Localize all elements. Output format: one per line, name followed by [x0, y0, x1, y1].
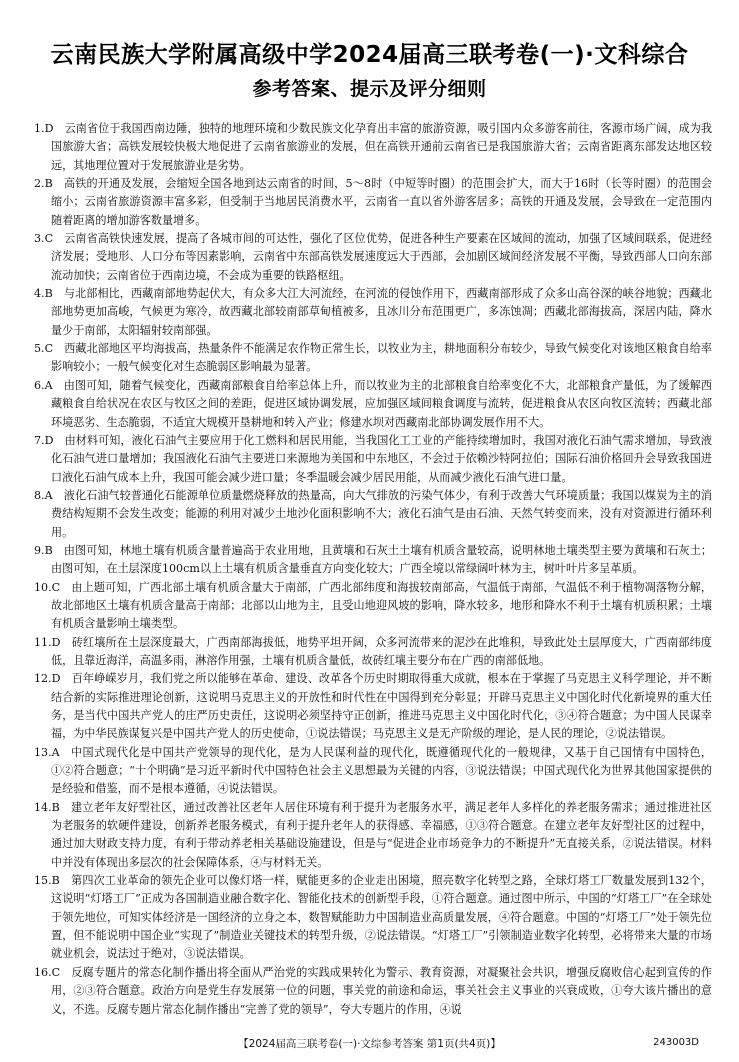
answer-explanation: 西藏北部地区平均海拔高，热量条件不能满足农作物正常生长，以牧业为主，耕地面积分布较少，导致气候变化对该地区粮食自给率影响较小；一般气候变化对生态脆弱区影响最为显著。 [51, 342, 712, 374]
answer-item [34, 579, 712, 634]
answer-explanation: 由图可知，随着气候变化，西藏南部粮食自给率总体上升，而以牧业为主的北部粮食自给率变化不大，北部粮食产量低，为了缓解西藏粮食自给状况在农区与牧区之间的差距，促进区域协调发展，应加强区域间粮食调度与流转，促进粮食从农区向牧区流转；西藏北部环境恶劣、生态脆弱，不适宜大规模开垦耕地和转入产业；修建水坝对西藏南北部协调发展作用不大。 [51, 378, 712, 429]
answer-number: 6.A [34, 378, 53, 392]
answer-item [34, 799, 712, 872]
answer-explanation: 与北部相比，西藏南部地势起伏大，有众多大江大河流经，在河流的侵蚀作用下，西藏南部形成了众多山高谷深的峡谷地貌；西藏北部地势更加高峻，气候更为寒冷，故西藏北部较南部草甸植被多，且冰川分布范围更广，多冻蚀凋；西藏北部海拔高，深居内陆，降水量少于南部，太阳辐射较南部强。 [51, 287, 712, 337]
answer-number: 3.C [34, 232, 54, 246]
answer-explanation: 砖红壤所在土层深度最大，广西南部海拔低，地势平坦开阔，众多河流带来的泥沙在此堆积，导致此处土层厚度大，广西南部纬度低，且靠近海洋，高温多雨，淋溶作用强，土壤有机质含量低，故砖红壤主要分布在广西的南部低地。 [51, 635, 712, 667]
answer-item [34, 872, 712, 964]
footer-page-info: 【2024届高三联考卷(一)·文综参考答案 第1页(共4页)】 [238, 1038, 501, 1050]
answer-number: 15.B [34, 874, 60, 888]
answer-explanation: 建立老年友好型社区，通过改善社区老年人居住环境有利于提升为老服务水平，满足老年人多样化的养老服务需求；通过推进社区为老服务的软硬件建设，创新养老服务模式，有利于提升老年人的获得感、幸福感，①③符合题意。在建立老年友好型社区的过程中，通过加大财政支持力度，有利于带动养老相关基础设施建设，但是与“促进企业市场竞争力的不断提升”无直接关系，②说法错误。材料中并没有体现出多层次的社会保障体系，④与材料无关。 [51, 800, 712, 869]
answer-item [34, 432, 712, 487]
answer-number: 4.B [34, 287, 53, 301]
answer-item [34, 285, 712, 340]
answer-explanation: 液化石油气较普通化石能源单位质量燃烧释放的热量高，向大气排放的污染气体少，有利于改善大气环境质量；我国以煤炭为主的消费结构短期不会发生改变；能源的利用对减少土地沙化面积影响不大；液化石油气是由石油、天然气转变而来，没有对资源进行循环利用。 [51, 488, 712, 539]
answer-number: 8.A [34, 488, 53, 502]
answer-explanation: 中国式现代化是中国共产党领导的现代化，是为人民谋利益的现代化，既遵循现代化的一般规律，又基于自己国情有中国特色，①②符合题意；“十个明确”是习近平新时代中国特色社会主义思想最为关键的内容，③说法错误；中国式现代化为世界其他国家提供的是经验和借鉴，而不是根本遵循，④说法错误。 [51, 745, 712, 796]
footer-doc-code: 243003D [653, 1037, 699, 1048]
answer-item [34, 542, 712, 579]
answer-item [34, 634, 712, 671]
answer-number: 12.D [34, 672, 61, 686]
answer-explanation: 云南省高铁快速发展，提高了各城市间的可达性，强化了区位优势，促进各种生产要素在区域间的流动，加强了区域间联系，促进经济发展；受地形、人口分布等因素影响，云南省中东部高铁发展速度远大于西部，会加剧区域间经济发展不平衡，导致西部人口向东部流动加快；云南省位于西南边境，不会成为重要的铁路枢纽。 [51, 232, 712, 282]
answer-explanation: 由材料可知，液化石油气主要应用于化工燃料和居民用能，当我国化工工业的产能持续增加时，我国对液化石油气需求增加，导致液化石油气进口量增加；我国液化石油气主要进口来源地为美国和中东地区，不会过于依赖沙特阿拉伯；国际石油价格回升会导致我国进口液化石油气成本上升，我国可能会减少进口量；冬季温暖会减少居民用能，从而减少液化石油气进口量。 [51, 433, 712, 484]
answer-number: 11.D [34, 635, 61, 649]
answer-number: 2.B [34, 177, 53, 191]
answer-list [34, 120, 712, 1019]
answer-number: 10.C [34, 580, 61, 594]
answer-number: 1.D [34, 122, 54, 135]
answer-item [34, 377, 712, 432]
answer-item [34, 230, 712, 285]
answer-item [34, 175, 712, 230]
answer-item [34, 670, 712, 743]
answer-item [34, 120, 712, 175]
answer-number: 9.B [34, 543, 53, 557]
answer-explanation: 百年峥嵘岁月，我们党之所以能够在革命、建设、改革各个历史时期取得重大成就，根本在于掌握了马克思主义科学理论，并不断结合新的实际推进理论创新，这说明马克思主义的开放性和时代性在中国得到充分彰显；开辟马克思主义中国化时代化新境界的重大任务，是当代中国共产党人的庄严历史责任，这说明必须坚持守正创新，推进马克思主义中国化时代化，③④符合题意；为中国人民谋幸福，为中华民族谋复兴是中国共产党人的历史使命，①说法错误；马克思主义是无产阶级的理论，是人民的理论，②说法错误。 [51, 672, 712, 741]
answer-item [34, 744, 712, 799]
answer-explanation: 云南省位于我国西南边陲，独特的地理环境和少数民族文化孕育出丰富的旅游资源，吸引国内众多游客前往，客源市场广阔，成为我国旅游大省；高铁发展较快极大地促进了云南省旅游业的发展，但在高铁开通前云南省已是我国旅游大省；云南省距离东部发达地区较远，其地理位置对于发展旅游业是劣势。 [51, 122, 712, 172]
answer-item [34, 487, 712, 542]
answer-number: 7.D [34, 433, 54, 447]
answer-number: 5.C [34, 342, 54, 356]
answer-explanation: 反腐专题片的常态化制作播出将全面从严治党的实践成果转化为警示、教育资源，对凝聚社会共识，增强反腐败信心起到宣传的作用，②③符合题意。政治方向是党生存发展第一位的问题，事关党的前途和命运，事关社会主义事业的兴衰成败，①夸大该片播出的意义，不选。反腐专题片常态化制作播出“完善了党的领导”，夸大专题片的作用，④说 [51, 965, 712, 1016]
answer-explanation: 由图可知，林地土壤有机质含量普遍高于农业用地，且黄壤和石灰土土壤有机质含量较高，说明林地土壤类型主要为黄壤和石灰土；由图可知，在土层深度100cm以上土壤有机质含量垂直方向变化较大；广西全境以常绿阔叶林为主，树叶叶片多呈革质。 [51, 543, 712, 576]
answer-explanation: 第四次工业革命的领先企业可以像灯塔一样，赋能更多的企业走出困境，照亮数字化转型之路，全球灯塔工厂数量发展到132个，这说明“灯塔工厂”正成为各国制造业融合数字化、智能化技术的创新型手段，①符合题意。通过图中所示，中国的“灯塔工厂”在全球处于领先地位，可知实体经济是一国经济的立身之本，数智赋能助力中国制造业高质量发展，④符合题意。中国的“灯塔工厂”处于领先位置，但不能说明中国企业“实现了”制造业关键技术的转型升级，②说法错误。“灯塔工厂”引领制造业数字化转型，必将带来大量的市场就业机会，说法过于绝对，③说法错误。 [51, 874, 712, 961]
answer-number: 14.B [34, 800, 60, 814]
answer-explanation: 高铁的开通及发展，会缩短全国各地到达云南省的时间，5～8时（中短等时圈）的范围会扩大，而大于16时（长等时圈）的范围会缩小；云南省旅游资源丰富多彩，但受制于当地居民消费水平，云南省一直以省外游客居多；高铁的开通及发展，会导致在一定范围内随着距离的增加游客数量增多。 [51, 177, 712, 227]
page-subtitle: 参考答案、提示及评分细则 [252, 78, 487, 100]
answer-item [34, 340, 712, 377]
answer-number: 13.A [34, 745, 60, 759]
answer-number: 16.C [34, 965, 61, 979]
answer-item [34, 964, 712, 1019]
page-title: 云南民族大学附属高级中学2024届高三联考卷(一)·文科综合 [50, 42, 689, 68]
answer-explanation: 由上题可知，广西北部土壤有机质含量大于南部，广西北部纬度和海拔较南部高，气温低于南部，气温低不利于植物凋落物分解，故北部地区土壤有机质含量高于南部；北部以山地为主，且受山地迎风坡的影响，降水较多，地形和降水不利于土壤有机质积累；土壤有机质含量影响土壤类型。 [51, 580, 712, 631]
